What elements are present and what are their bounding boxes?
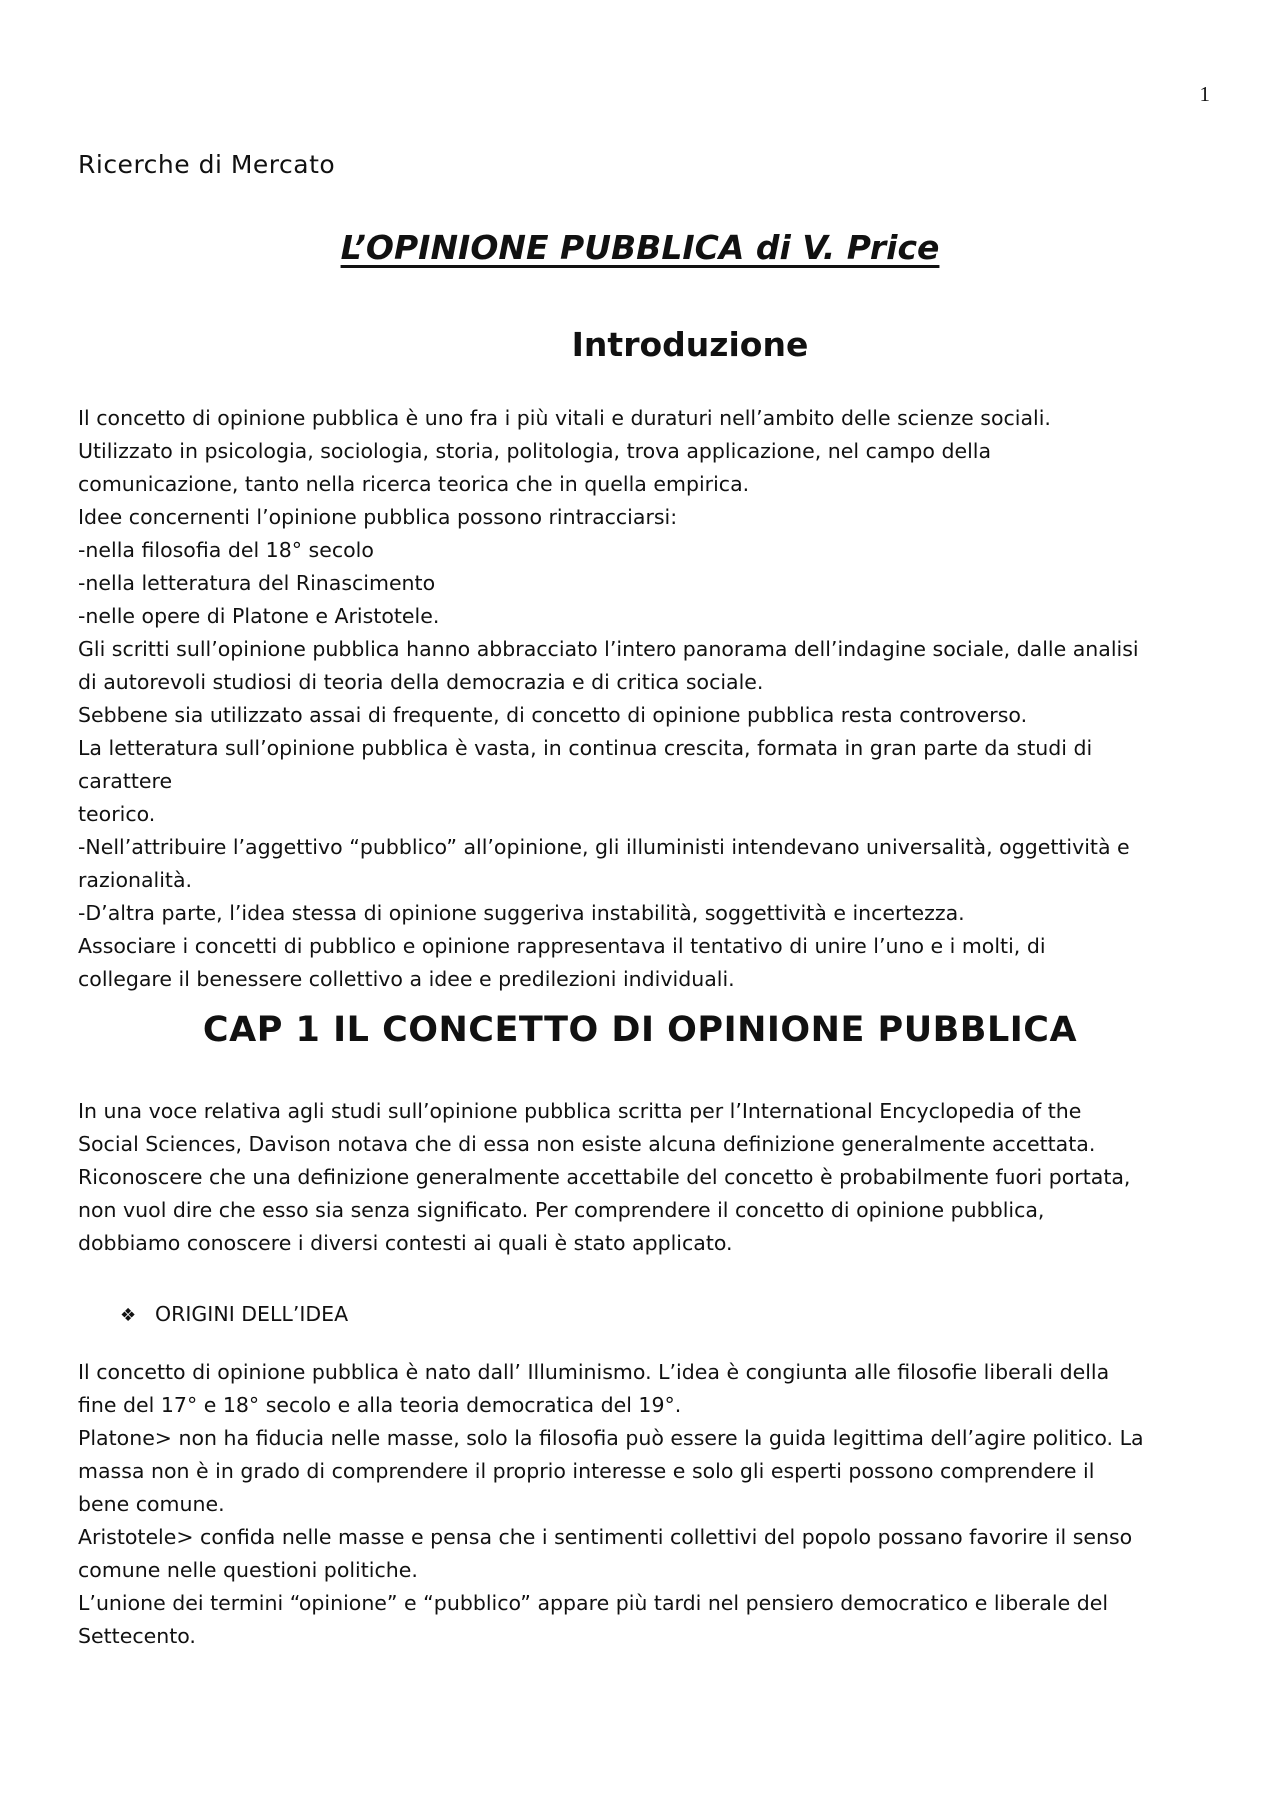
text-line: collegare il benessere collettivo a idee e predilezioni individuali. bbox=[78, 967, 735, 991]
text-line: Riconoscere che una definizione generalmente accettabile del concetto è probabilmente fuori portata, bbox=[78, 1165, 1131, 1189]
text-line: La letteratura sull’opinione pubblica è vasta, in continua crescita, formata in gran parte da studi di bbox=[78, 736, 1093, 760]
chapter-title: CAP 1 IL CONCETTO DI OPINIONE PUBBLICA bbox=[202, 1010, 1078, 1050]
intro-paragraph bbox=[78, 402, 1208, 996]
text-line: Associare i concetti di pubblico e opinione rappresentava il tentativo di unire l’uno e i molti, di bbox=[78, 934, 1046, 958]
text-line: bene comune. bbox=[78, 1492, 225, 1516]
text-line: Aristotele> confida nelle masse e pensa che i sentimenti collettivi del popolo possano favorire il senso bbox=[78, 1525, 1133, 1549]
text-line: L’unione dei termini “opinione” e “pubblico” appare più tardi nel pensiero democratico e liberale del bbox=[78, 1591, 1109, 1615]
text-line: Platone> non ha fiducia nelle masse, solo la filosofia può essere la guida legittima dell’agire politico. La bbox=[78, 1426, 1144, 1450]
section-title: Introduzione bbox=[571, 325, 809, 364]
text-line: -nelle opere di Platone e Aristotele. bbox=[78, 604, 440, 628]
origins-paragraph bbox=[78, 1356, 1208, 1653]
text-line: Idee concernenti l’opinione pubblica possono rintracciarsi: bbox=[78, 505, 678, 529]
text-line: fine del 17° e 18° secolo e alla teoria democratica del 19°. bbox=[78, 1393, 682, 1417]
text-line: non vuol dire che esso sia senza significato. Per comprendere il concetto di opinione pubblica, bbox=[78, 1198, 1045, 1222]
bullet-label: ORIGINI DELL’IDEA bbox=[155, 1302, 349, 1326]
text-line: -Nell’attribuire l’aggettivo “pubblico” all’opinione, gli illuministi intendevano universalità, oggettività e bbox=[78, 835, 1130, 859]
text-line: -nella letteratura del Rinascimento bbox=[78, 571, 436, 595]
chapter-paragraph bbox=[78, 1095, 1208, 1260]
text-line: Il concetto di opinione pubblica è uno fra i più vitali e duraturi nell’ambito delle scienze sociali. bbox=[78, 406, 1051, 430]
header-label: Ricerche di Mercato bbox=[78, 150, 336, 179]
text-line: -nella filosofia del 18° secolo bbox=[78, 538, 374, 562]
diamond-bullet-icon: ❖ bbox=[120, 1305, 137, 1326]
document-title: L’OPINIONE PUBBLICA di V. Price bbox=[340, 228, 940, 267]
text-line: dobbiamo conoscere i diversi contesti ai quali è stato applicato. bbox=[78, 1231, 733, 1255]
text-line: massa non è in grado di comprendere il proprio interesse e solo gli esperti possono comprendere il bbox=[78, 1459, 1095, 1483]
text-line: Social Sciences, Davison notava che di essa non esiste alcuna definizione generalmente accettata. bbox=[78, 1132, 1096, 1156]
text-line: carattere bbox=[78, 769, 173, 793]
bullet-item-origini bbox=[120, 1298, 348, 1332]
text-line: Sebbene sia utilizzato assai di frequente, di concetto di opinione pubblica resta controverso. bbox=[78, 703, 1028, 727]
text-line: Gli scritti sull’opinione pubblica hanno abbracciato l’intero panorama dell’indagine sociale, dalle analisi bbox=[78, 637, 1139, 661]
page-number: 1 bbox=[1199, 82, 1210, 106]
text-line: razionalità. bbox=[78, 868, 193, 892]
text-line: comune nelle questioni politiche. bbox=[78, 1558, 418, 1582]
text-line: Il concetto di opinione pubblica è nato dall’ Illuminismo. L’idea è congiunta alle filosofie liberali della bbox=[78, 1360, 1110, 1384]
text-line: teorico. bbox=[78, 802, 156, 826]
text-line: -D’altra parte, l’idea stessa di opinione suggeriva instabilità, soggettività e incertezza. bbox=[78, 901, 965, 925]
text-line: di autorevoli studiosi di teoria della democrazia e di critica sociale. bbox=[78, 670, 764, 694]
text-line: Utilizzato in psicologia, sociologia, storia, politologia, trova applicazione, nel campo della bbox=[78, 439, 992, 463]
text-line: Settecento. bbox=[78, 1624, 196, 1648]
text-line: comunicazione, tanto nella ricerca teorica che in quella empirica. bbox=[78, 472, 750, 496]
text-line: In una voce relativa agli studi sull’opinione pubblica scritta per l’International Encyclopedia of the bbox=[78, 1099, 1082, 1123]
